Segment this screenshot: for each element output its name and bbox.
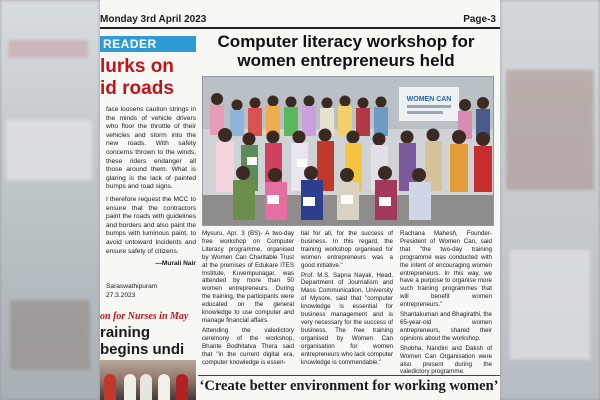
letter-signature: —Murali Nair [155,260,196,268]
article-paragraph: Shobha, Nandini and Daksh of Women Can Organisation were also present during the valedictory programme. [400,344,492,376]
issue-date: Monday 3rd April 2023 [100,14,207,25]
page-number: Page-3 [463,14,496,25]
article-column-2 [301,230,393,368]
article-column-3 [400,230,492,378]
letter-place: Saraswathipuram [106,283,158,290]
letter-paragraph: I therefore request the MCC to ensure that the contractors paint the roads with guidelines and borders and also paint the bumps with luminous paint, to avoid untoward incidents and ensure safety of citizens. [106,195,196,255]
letter-place-date [106,283,196,300]
article-paragraph: tial for all, for the success of business. In this regard, the training workshop organised for women entrepreneurs was a good initiative." [301,230,393,269]
article-paragraph: Mysuru, Apr. 3 (BS)- A two-day free workshop on Computer Literacy programme, organised by Women Can Charitable Trust at the premises of Edukare ITES Institute, Kuvempunagar, was attended by more than 50 women entrepreneurs. During the training, the participants were educated on the general knowledge to use computer and manage financial affairs. [202,230,294,324]
banner-text: WOMEN CAN [406,96,452,103]
nurses-headline: raining begins undi [100,324,185,358]
letter-date: 27.3.2023 [106,291,136,299]
article-paragraph: Attending the valedictory ceremony of the workshop, Bhante Bodhitatva Thera said that "in the current digital era, computer knowledge is essen- [202,326,294,366]
article-paragraph: Rachana Mahesh, Founder-President of Women Can, said that "the two-day training programme was conducted with the intent of encouraging women entrepreneurs. In this way, we have a purpose to organise more such training programmes that will benefit women entrepreneurs." [400,230,492,309]
article-column-1 [202,230,294,368]
group-photo-illustration [203,77,494,226]
newspaper-page [100,0,500,400]
bottom-rule [198,375,500,376]
bottom-headline: ‘Create better environment for working women’ [199,378,499,394]
blurred-background-right [500,0,600,400]
letter-body [106,106,196,273]
left-column [100,30,196,400]
article-paragraph: Shantakumari and Bhagirathi, the 65-year-old women entrepreneurs, shared their opinions about the workshop. [400,311,492,342]
group-photo [202,76,494,226]
letter-headline: lurks on id roads [100,56,174,99]
nurses-photo [100,360,196,400]
reader-section-label: READER [100,36,196,52]
article-paragraph: Prof. M.S. Sapna Nayak, Head, Department of Journalism and Mass Communication, University of Mysore, said that "computer knowledge is essential for business management and is very necessary for the success of business. The free training organised by Women Can organisation for women entrepreneurs who lack computer knowledge is commendable." [301,271,393,366]
blurred-background-left [0,0,100,400]
header-rule [100,27,500,29]
nurses-kicker: on for Nurses in May [100,311,189,322]
letter-paragraph: face loosens caution strings in the minds of vehicle drivers who floor the throttle of their vehicles and storm into the new roads. With safety concerns thrown to the winds, these riders endanger all those around them. What is glaring is the lack of painted bumps and road signs. [106,106,196,191]
article-headline: Computer literacy workshop for women entrepreneurs held [217,32,475,70]
